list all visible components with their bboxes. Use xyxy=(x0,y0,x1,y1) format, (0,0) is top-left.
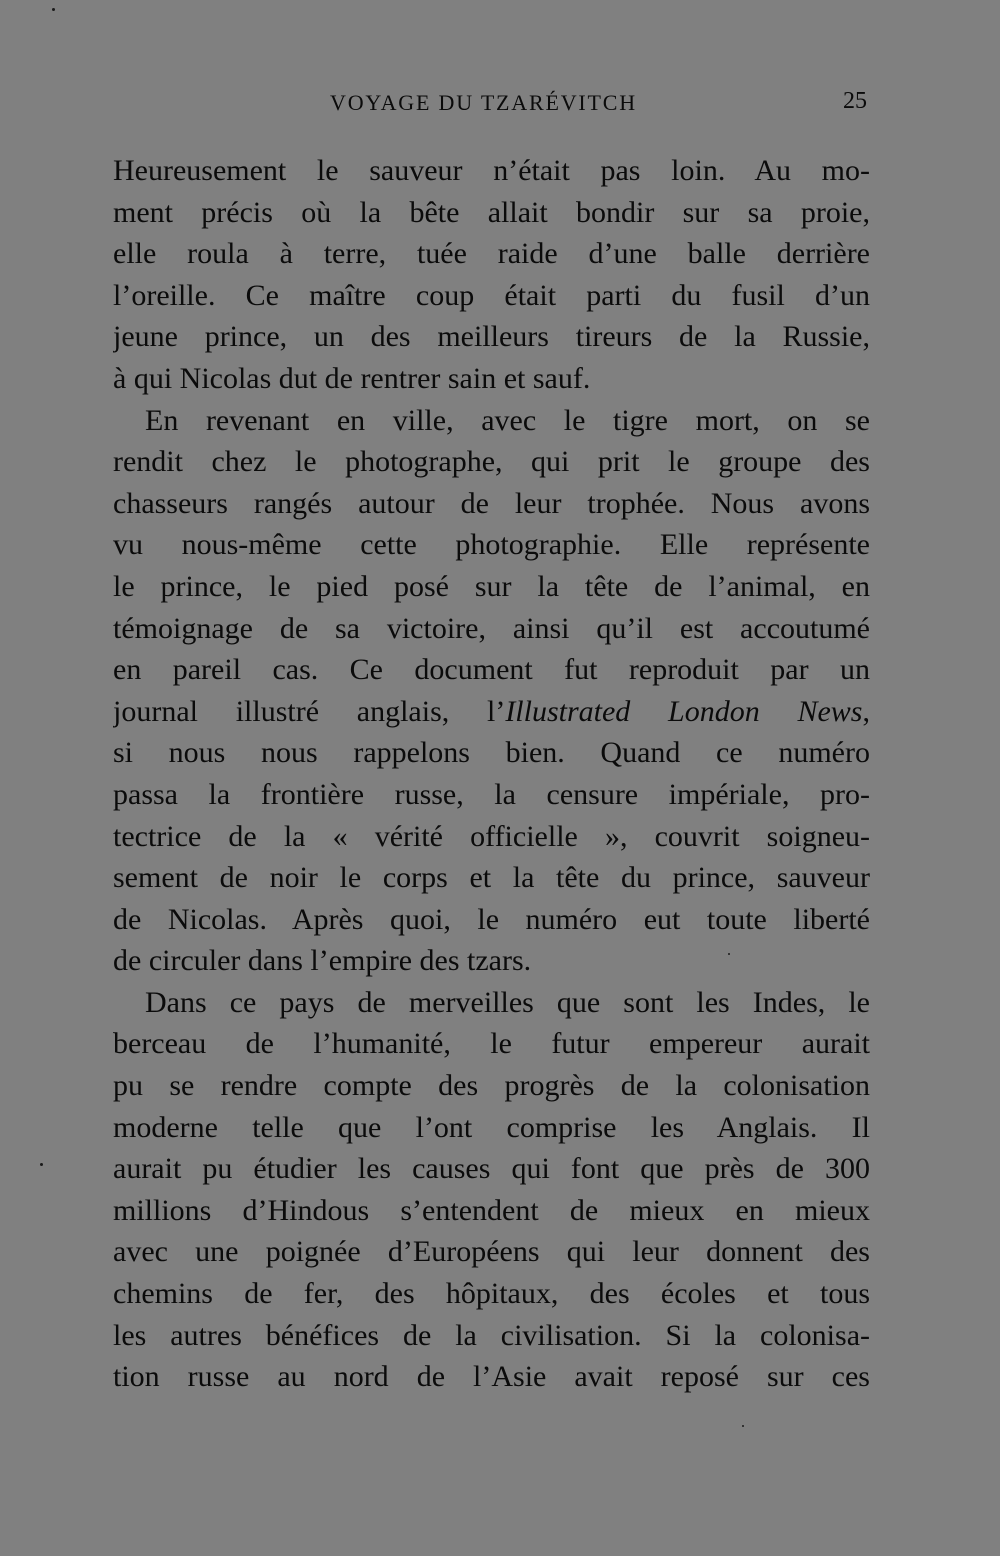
text-line: chasseurs rangés autour de leur trophée. Nous avons xyxy=(113,486,870,520)
text-line: aurait pu étudier les causes qui font que près de 300 xyxy=(113,1152,870,1186)
text-line: rendit chez le photographe, qui prit le groupe des xyxy=(113,445,870,479)
text-line: millions d’Hindous s’entendent de mieux en mieux xyxy=(113,1193,870,1227)
text-segment: , xyxy=(862,694,870,728)
scan-speck xyxy=(52,8,55,11)
scan-speck xyxy=(728,953,730,955)
text-line: ment précis où la bête allait bondir sur sa proie, xyxy=(113,195,870,229)
running-head xyxy=(0,88,1000,122)
text-line: En revenant en ville, avec le tigre mort, on se xyxy=(145,403,870,437)
text-line: berceau de l’humanité, le futur empereur aurait xyxy=(113,1027,870,1061)
text-line: le prince, le pied posé sur la tête de l’animal, en xyxy=(113,569,870,603)
scan-speck xyxy=(40,1163,43,1166)
page-number: 25 xyxy=(843,88,867,114)
text-line: les autres bénéfices de la civilisation. Si la colonisa- xyxy=(113,1318,870,1352)
text-line: avec une poignée d’Européens qui leur donnent des xyxy=(113,1235,870,1269)
text-line: elle roula à terre, tuée raide d’une balle derrière xyxy=(113,237,870,271)
newspaper-title: Illustrated London News xyxy=(505,694,863,728)
text-line: jeune prince, un des meilleurs tireurs de la Russie, xyxy=(113,320,870,354)
body-text xyxy=(113,150,870,1398)
text-line: témoignage de sa victoire, ainsi qu’il est accoutumé xyxy=(113,611,870,645)
text-line: vu nous-même cette photographie. Elle représente xyxy=(113,528,870,562)
scan-speck xyxy=(742,1425,744,1427)
text-line: Dans ce pays de merveilles que sont les Indes, le xyxy=(145,985,870,1019)
text-line: chemins de fer, des hôpitaux, des écoles et tous xyxy=(113,1277,870,1311)
text-line: tion russe au nord de l’Asie avait reposé sur ces xyxy=(113,1360,870,1394)
text-line: pu se rendre compte des progrès de la colonisation xyxy=(113,1069,870,1103)
text-line: Heureusement le sauveur n’était pas loin. Au mo- xyxy=(113,154,870,187)
text-line: sement de noir le corps et la tête du prince, sauveur xyxy=(113,861,870,895)
text-line: passa la frontière russe, la censure impériale, pro- xyxy=(113,777,870,811)
text-line: l’oreille. Ce maître coup était parti du fusil d’un xyxy=(113,278,870,312)
text-line: si nous nous rappelons bien. Quand ce numéro xyxy=(113,736,870,770)
text-line: de Nicolas. Après quoi, le numéro eut toute liberté xyxy=(113,902,870,936)
text-line: à qui Nicolas dut de rentrer sain et sauf. xyxy=(113,361,591,395)
text-line-with-title xyxy=(113,691,870,733)
text-line: de circuler dans l’empire des tzars. xyxy=(113,944,532,978)
text-line: tectrice de la « vérité officielle », couvrit soigneu- xyxy=(113,819,870,853)
text-segment: journal illustré anglais, l’ xyxy=(113,694,506,728)
text-line: en pareil cas. Ce document fut reproduit par un xyxy=(113,653,870,687)
running-title: VOYAGE DU TZARÉVITCH xyxy=(330,90,637,115)
text-line: moderne telle que l’ont comprise les Anglais. Il xyxy=(113,1110,870,1144)
